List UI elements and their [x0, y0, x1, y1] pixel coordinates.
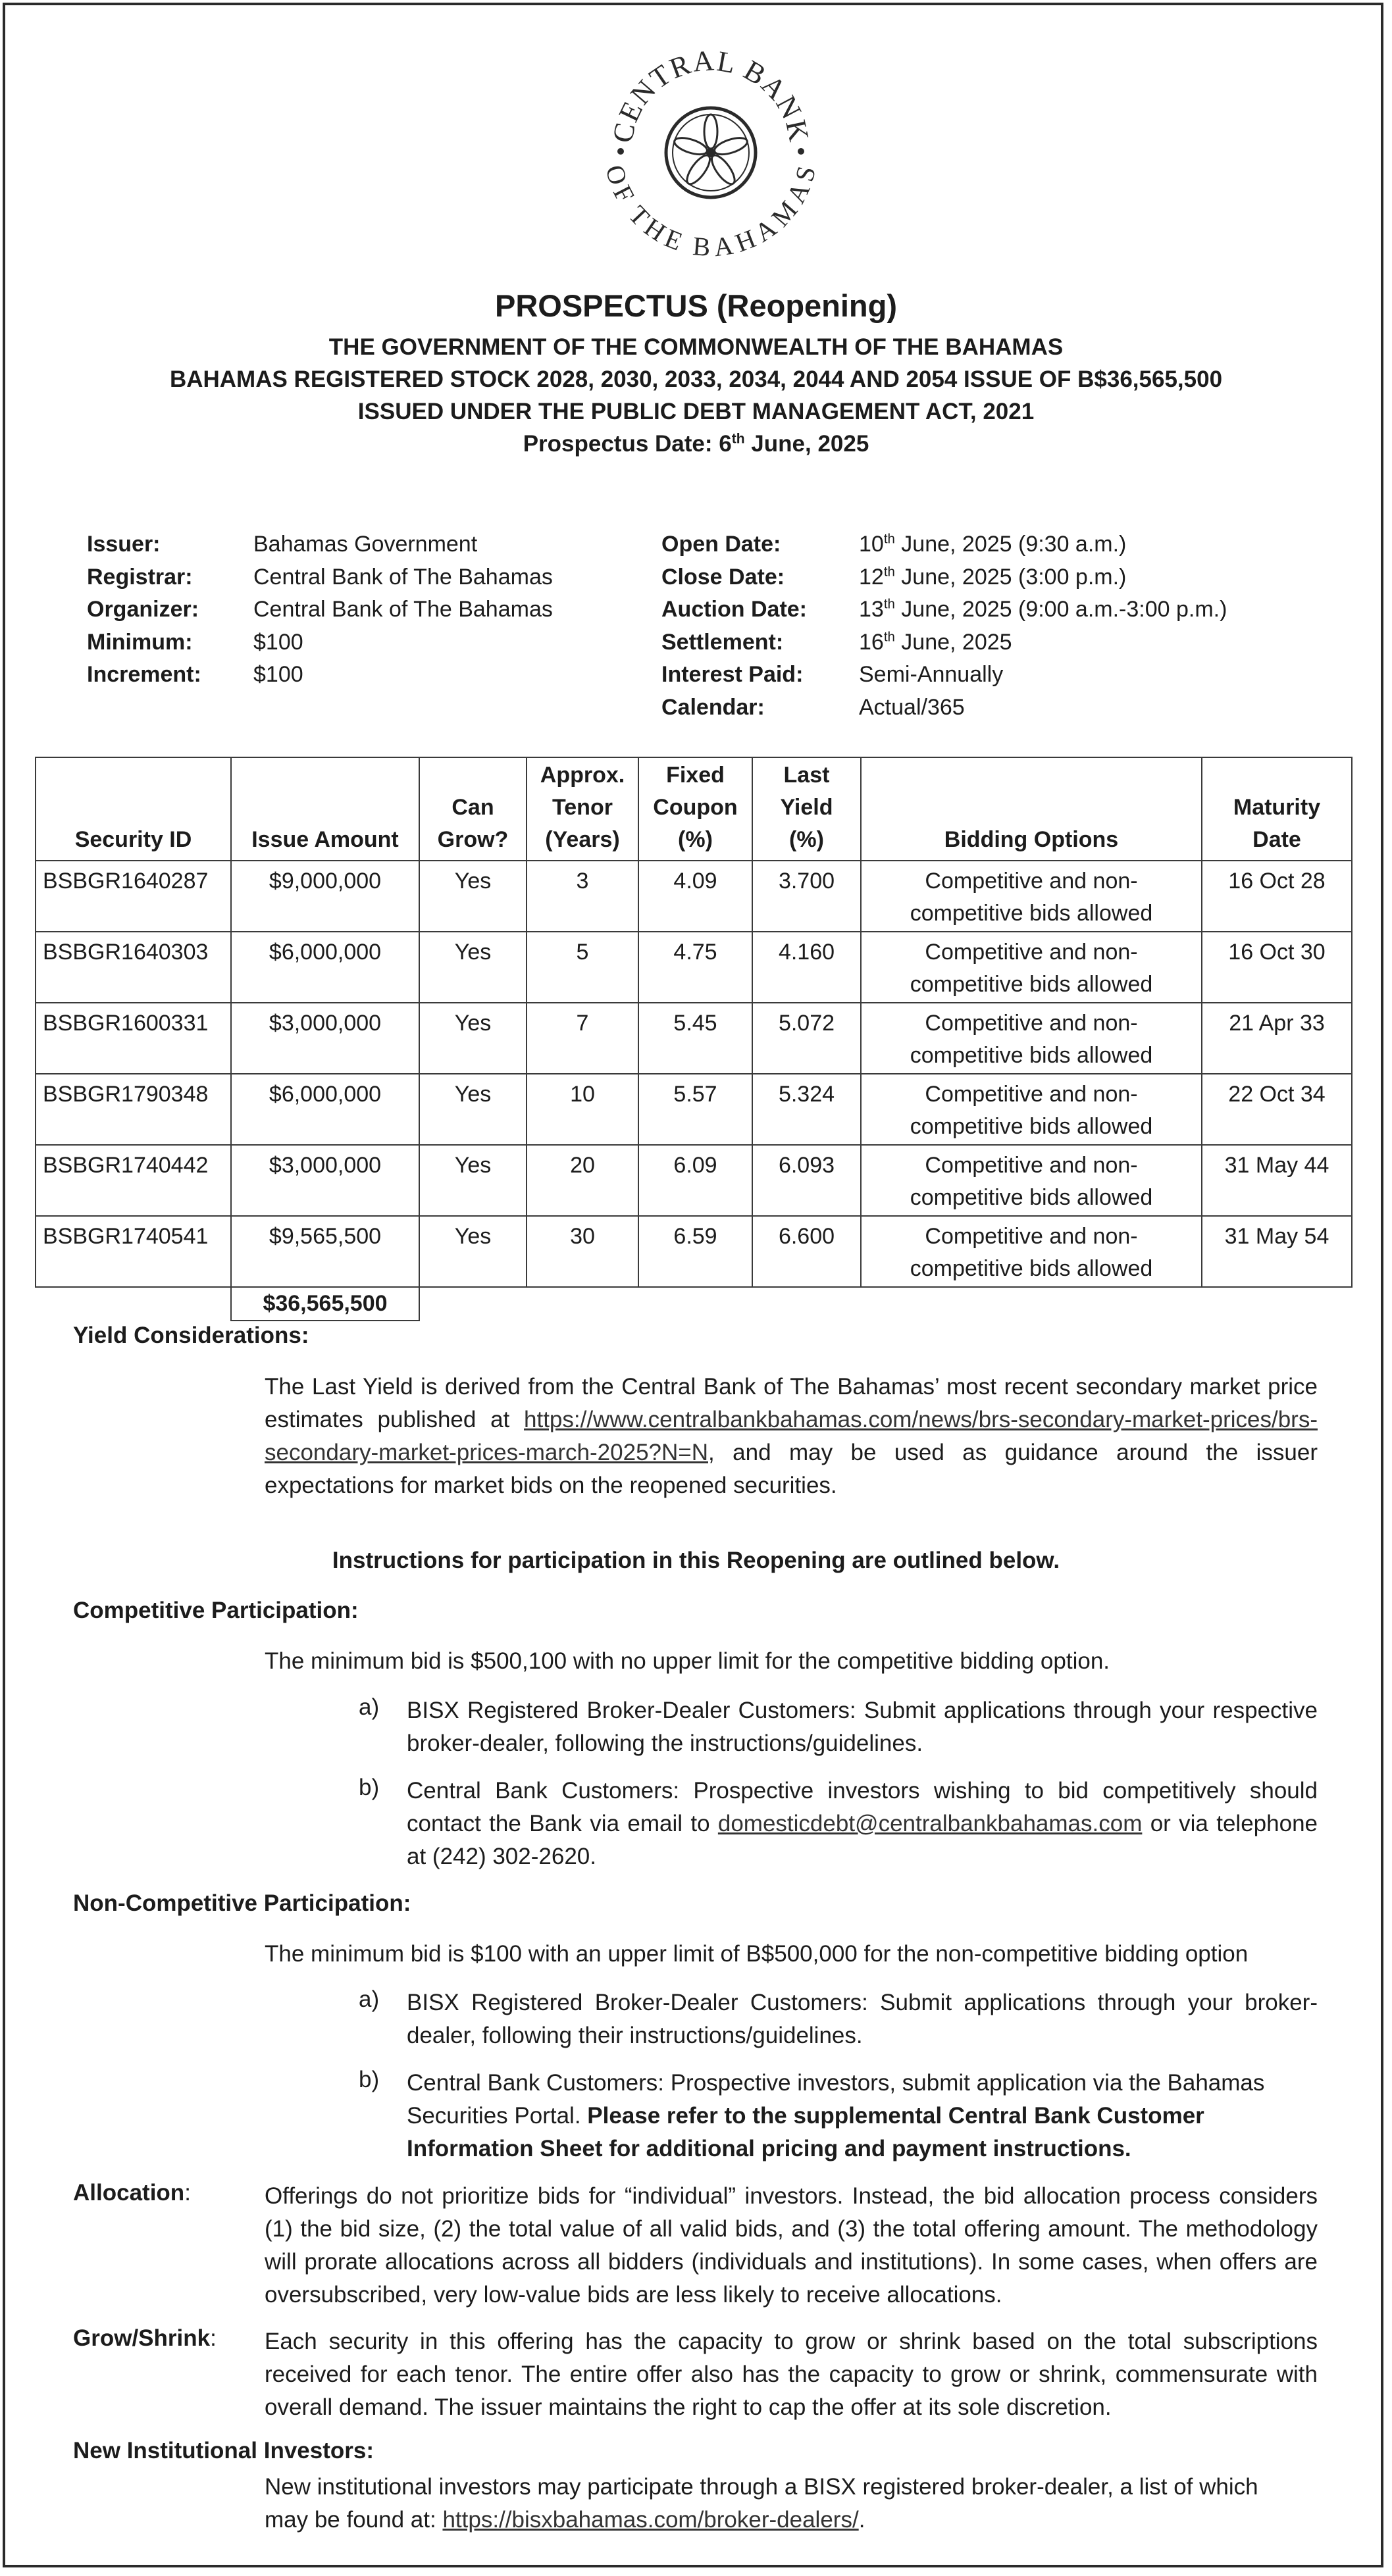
- term-label: Interest Paid:: [661, 662, 804, 687]
- cell-maturity-date: 21 Apr 33: [1202, 1003, 1352, 1074]
- cell-security-id: BSBGR1740541: [36, 1216, 231, 1287]
- header-issue-amount: Issue Amount: [231, 757, 419, 861]
- cell-yield: 6.093: [752, 1145, 861, 1216]
- term-label: Auction Date:: [661, 597, 807, 622]
- cell-security-id: BSBGR1600331: [36, 1003, 231, 1074]
- cell-issue-amount: $6,000,000: [231, 932, 419, 1003]
- term-value: $100: [253, 662, 303, 687]
- noncompetitive-item-b: Central Bank Customers: Prospective investors, submit application via the Bahamas Securities Portal. Please refer to the supplemental Central Bank Customer Information Sheet for additional pricing and payment instructions.: [407, 2070, 1265, 2161]
- cell-tenor: 10: [527, 1074, 638, 1145]
- term-label: Close Date:: [661, 564, 785, 590]
- cell-maturity-date: 16 Oct 30: [1202, 932, 1352, 1003]
- title-line-issue: BAHAMAS REGISTERED STOCK 2028, 2030, 2033, 2034, 2044 AND 2054 ISSUE OF B$36,565,500: [169, 366, 1223, 392]
- cell-bidding-options: Competitive and non- competitive bids allowed: [861, 1074, 1202, 1145]
- domestic-debt-email-link[interactable]: domesticdebt@centralbankbahamas.com: [717, 1811, 1143, 1836]
- yield-considerations-text: The Last Yield is derived from the Central Bank of The Bahamas’ most recent secondary market price estimates published at https://www.centralbankbahamas.com/news/brs-secondary-market-prices/brs-secondary-market-prices-march-2025?N=N, and may be used as guidance around the issuer expectations for market bids on the reopened securities.: [265, 1374, 1318, 1498]
- grow-shrink-label: Grow/Shrink:: [73, 2325, 217, 2351]
- list-marker: a): [359, 1694, 380, 1720]
- cell-can-grow: Yes: [419, 1216, 527, 1287]
- header-yield: Last Yield (%): [752, 757, 861, 861]
- grow-shrink-text: Each security in this offering has the capacity to grow or shrink based on the total subscriptions received for each tenor. The entire offer also has the capacity to grow or shrink, commensurate with overall demand. The issuer maintains the right to cap the offer at its sole discretion.: [265, 2329, 1318, 2420]
- allocation-label: Allocation:: [73, 2180, 191, 2206]
- header-can-grow: Can Grow?: [419, 757, 527, 861]
- cell-issue-amount: $3,000,000: [231, 1145, 419, 1216]
- cell-coupon: 5.57: [638, 1074, 752, 1145]
- cell-maturity-date: 31 May 44: [1202, 1145, 1352, 1216]
- cell-bidding-options: Competitive and non- competitive bids allowed: [861, 932, 1202, 1003]
- header-security-id: Security ID: [36, 757, 231, 861]
- terms-left-labels: [87, 528, 201, 692]
- cell-coupon: 6.59: [638, 1216, 752, 1287]
- cell-yield: 4.160: [752, 932, 861, 1003]
- cell-yield: 3.700: [752, 861, 861, 932]
- cell-maturity-date: 16 Oct 28: [1202, 861, 1352, 932]
- table-row: [36, 861, 1352, 932]
- instructions-heading: Instructions for participation in this Reopening are outlined below.: [332, 1548, 1060, 1573]
- term-value-open-date: 10th June, 2025 (9:30 a.m.): [859, 532, 1127, 557]
- cell-yield: 6.600: [752, 1216, 861, 1287]
- cell-tenor: 3: [527, 861, 638, 932]
- cell-security-id: BSBGR1640303: [36, 932, 231, 1003]
- cell-coupon: 6.09: [638, 1145, 752, 1216]
- header-coupon: Fixed Coupon (%): [638, 757, 752, 861]
- table-row: [36, 1145, 1352, 1216]
- cell-security-id: BSBGR1740442: [36, 1145, 231, 1216]
- cell-bidding-options: Competitive and non- competitive bids allowed: [861, 1216, 1202, 1287]
- allocation-text: Offerings do not prioritize bids for “individual” investors. Instead, the bid allocation process considers (1) the bid size, (2) the total value of all valid bids, and (3) the total offering amount. The methodology will prorate allocations across all bidders (individuals and institutions). In some cases, when offers are oversubscribed, very low-value bids are less likely to receive allocations.: [265, 2183, 1318, 2308]
- term-label: Settlement:: [661, 629, 784, 655]
- noncompetitive-intro: The minimum bid is $100 with an upper limit of B$500,000 for the non-competitive bidding option: [265, 1941, 1249, 1967]
- header-bidding-options: Bidding Options: [861, 757, 1202, 861]
- table-row: [36, 1074, 1352, 1145]
- cell-security-id: BSBGR1640287: [36, 861, 231, 932]
- securities-table: [35, 757, 1353, 1321]
- competitive-item-a: BISX Registered Broker-Dealer Customers: Submit applications through your respective broker-dealer, following the instructions/guidelines.: [407, 1698, 1318, 1756]
- term-value: $100: [253, 629, 303, 655]
- cell-security-id: BSBGR1790348: [36, 1074, 231, 1145]
- cell-yield: 5.072: [752, 1003, 861, 1074]
- cell-bidding-options: Competitive and non- competitive bids allowed: [861, 1003, 1202, 1074]
- cell-maturity-date: 22 Oct 34: [1202, 1074, 1352, 1145]
- term-label: Organizer:: [87, 597, 199, 622]
- cell-tenor: 20: [527, 1145, 638, 1216]
- table-row: [36, 1003, 1352, 1074]
- terms-left-values: [253, 528, 553, 692]
- broker-dealers-link[interactable]: https://bisxbahamas.com/broker-dealers/: [442, 2507, 859, 2533]
- header-maturity-date: Maturity Date: [1202, 757, 1352, 861]
- secondary-market-prices-link[interactable]: https://www.centralbankbahamas.com/news/brs-secondary-market-prices/brs-secondary-market-prices-march-2025?N=N: [265, 1407, 1318, 1465]
- cell-can-grow: Yes: [419, 1074, 527, 1145]
- terms-right-values: [859, 528, 1227, 724]
- terms-right-labels: [661, 528, 807, 724]
- cell-can-grow: Yes: [419, 861, 527, 932]
- cell-can-grow: Yes: [419, 1003, 527, 1074]
- prospectus-title: PROSPECTUS (Reopening): [494, 288, 898, 323]
- noncompetitive-participation-heading: Non-Competitive Participation:: [73, 1890, 411, 1916]
- term-label: Increment:: [87, 662, 201, 687]
- cell-can-grow: Yes: [419, 932, 527, 1003]
- list-marker: a): [359, 1986, 380, 2012]
- term-value: Bahamas Government: [253, 532, 478, 557]
- competitive-participation-heading: Competitive Participation:: [73, 1598, 359, 1623]
- term-label: Minimum:: [87, 629, 193, 655]
- list-marker: b): [359, 1775, 380, 1800]
- table-row: [36, 932, 1352, 1003]
- cell-bidding-options: Competitive and non- competitive bids allowed: [861, 1145, 1202, 1216]
- term-label: Calendar:: [661, 694, 765, 720]
- list-marker: b): [359, 2067, 380, 2092]
- noncompetitive-item-a: BISX Registered Broker-Dealer Customers: Submit applications through your broker-dealer, following their instructions/guidelines.: [407, 1990, 1318, 2048]
- table-row: [36, 1216, 1352, 1287]
- cell-issue-amount: $6,000,000: [231, 1074, 419, 1145]
- term-value-close-date: 12th June, 2025 (3:00 p.m.): [859, 564, 1127, 590]
- cell-coupon: 5.45: [638, 1003, 752, 1074]
- cell-issue-amount: $9,000,000: [231, 861, 419, 932]
- title-line-government: THE GOVERNMENT OF THE COMMONWEALTH OF THE BAHAMAS: [328, 334, 1064, 360]
- term-label: Registrar:: [87, 564, 193, 590]
- cell-issue-amount: $9,565,500: [231, 1216, 419, 1287]
- competitive-item-b: Central Bank Customers: Prospective investors wishing to bid competitively should contact the Bank via email to domesticdebt@centralbankbahamas.com or via telephone at (242) 302-2620.: [407, 1778, 1318, 1869]
- yield-considerations-heading: Yield Considerations:: [73, 1323, 309, 1348]
- cell-can-grow: Yes: [419, 1145, 527, 1216]
- term-value-calendar: Actual/365: [859, 694, 965, 720]
- prospectus-date: Prospectus Date: 6th June, 2025: [523, 431, 869, 457]
- title-line-act: ISSUED UNDER THE PUBLIC DEBT MANAGEMENT ACT, 2021: [357, 399, 1035, 424]
- new-investors-text: New institutional investors may participate through a BISX registered broker-dealer, a list of which may be found at: https://bisxbahamas.com/broker-dealers/.: [265, 2474, 1258, 2533]
- term-value-auction-date: 13th June, 2025 (9:00 a.m.-3:00 p.m.): [859, 597, 1227, 622]
- seal-text-bottom: OF THE BAHAMAS: [600, 161, 822, 263]
- table-total-row: [36, 1287, 1352, 1321]
- cell-yield: 5.324: [752, 1074, 861, 1145]
- cell-coupon: 4.75: [638, 932, 752, 1003]
- cell-total-amount: $36,565,500: [231, 1287, 419, 1321]
- term-label: Open Date:: [661, 532, 781, 557]
- term-value: Central Bank of The Bahamas: [253, 564, 553, 590]
- competitive-intro: The minimum bid is $500,100 with no upper limit for the competitive bidding option.: [265, 1648, 1110, 1674]
- term-value: Central Bank of The Bahamas: [253, 597, 553, 622]
- cell-tenor: 5: [527, 932, 638, 1003]
- term-label: Issuer:: [87, 532, 161, 557]
- cell-coupon: 4.09: [638, 861, 752, 932]
- new-investors-heading: New Institutional Investors:: [73, 2438, 374, 2463]
- seal-text-top: CENTRAL BANK: [606, 44, 816, 145]
- header-tenor: Approx. Tenor (Years): [527, 757, 638, 861]
- term-value-interest-paid: Semi-Annually: [859, 662, 1004, 687]
- central-bank-seal: [596, 34, 826, 265]
- cell-tenor: 30: [527, 1216, 638, 1287]
- cell-tenor: 7: [527, 1003, 638, 1074]
- cell-bidding-options: Competitive and non- competitive bids allowed: [861, 861, 1202, 932]
- cell-issue-amount: $3,000,000: [231, 1003, 419, 1074]
- term-value-settlement: 16th June, 2025: [859, 629, 1012, 655]
- sand-dollar-icon: [666, 108, 756, 197]
- table-header-row: [36, 757, 1352, 861]
- cell-maturity-date: 31 May 54: [1202, 1216, 1352, 1287]
